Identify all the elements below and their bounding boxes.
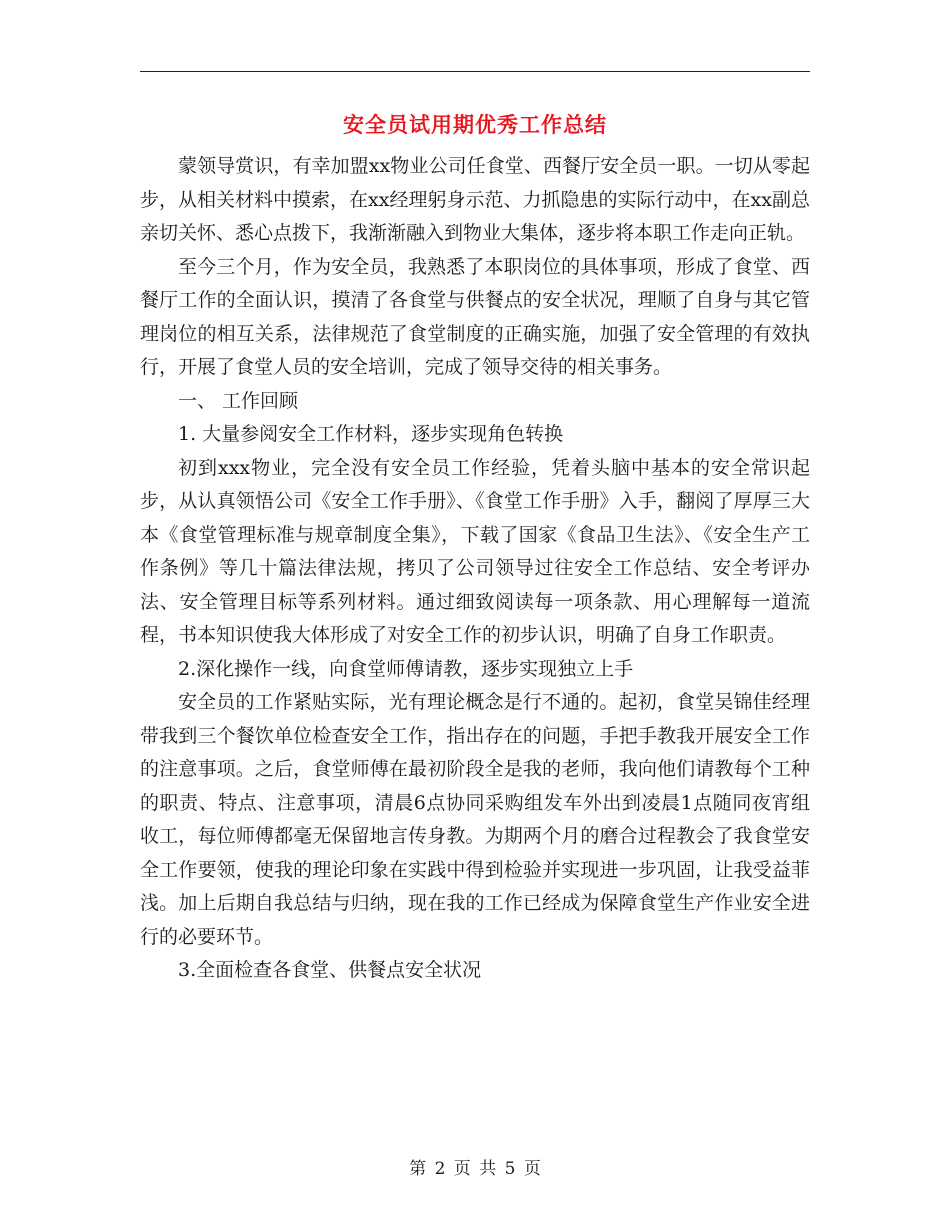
subheading-1: 1. 大量参阅安全工作材料，逐步实现角色转换 xyxy=(178,423,564,445)
paragraph-summary: 至今三个月，作为安全员，我熟悉了本职岗位的具体事项，形成了食堂、西餐厅工作的全面认识，摸清了各食堂与供餐点的安全状况，理顺了自身与其它管理岗位的相互关系，法律规范了食堂制度的正确实施，加强了安全管理的有效执行，开展了食堂人员的安全培训，完成了领导交待的相关事务。 xyxy=(140,255,810,378)
subheading-3: 3.全面检查各食堂、供餐点安全状况 xyxy=(178,959,482,981)
header-rule xyxy=(140,71,810,72)
section-heading-review: 一、 工作回顾 xyxy=(178,389,299,412)
subheading-2: 2.深化操作一线，向食堂师傅请教，逐步实现独立上手 xyxy=(178,657,634,680)
paragraph-intro: 蒙领导赏识，有幸加盟xx物业公司任食堂、西餐厅安全员一职。一切从零起步，从相关材料中摸索，在xx经理躬身示范、力抓隐患的实际行动中，在xx副总亲切关怀、悉心点拨下，我渐渐融入到物业大集体，逐步将本职工作走向正轨。 xyxy=(140,155,810,244)
paragraph-2: 安全员的工作紧贴实际，光有理论概念是行不通的。起初，食堂吴锦佳经理带我到三个餐饮单位检查安全工作，指出存在的问题，手把手教我开展安全工作的注意事项。之后，食堂师傅在最初阶段全是我的老师，我向他们请教每个工种的职责、特点、注意事项，清晨6点协同采购组发车外出到凌晨1点随同夜宵组收工，每位师傅都毫无保留地言传身教。为期两个月的磨合过程教会了我食堂安全工作要领，使我的理论印象在实践中得到检验并实现进一步巩固，让我受益菲浅。加上后期自我总结与归纳，现在我的工作已经成为保障食堂生产作业安全进行的必要环节。 xyxy=(140,691,810,948)
document-body xyxy=(140,150,810,988)
document-title: 安全员试用期优秀工作总结 xyxy=(343,113,607,137)
page-number: 第 2 页 共 5 页 xyxy=(409,1159,541,1179)
paragraph-1: 初到xxx物业，完全没有安全员工作经验，凭着头脑中基本的安全常识起步，从认真领悟公司《安全工作手册》、《食堂工作手册》入手，翻阅了厚厚三大本《食堂管理标准与规章制度全集》，下载了国家《食品卫生法》、《安全生产工作条例》等几十篇法律法规，拷贝了公司领导过往安全工作总结、安全考评办法、安全管理目标等系列材料。通过细致阅读每一项条款、用心理解每一道流程，书本知识使我大体形成了对安全工作的初步认识，明确了自身工作职责。 xyxy=(140,456,810,646)
